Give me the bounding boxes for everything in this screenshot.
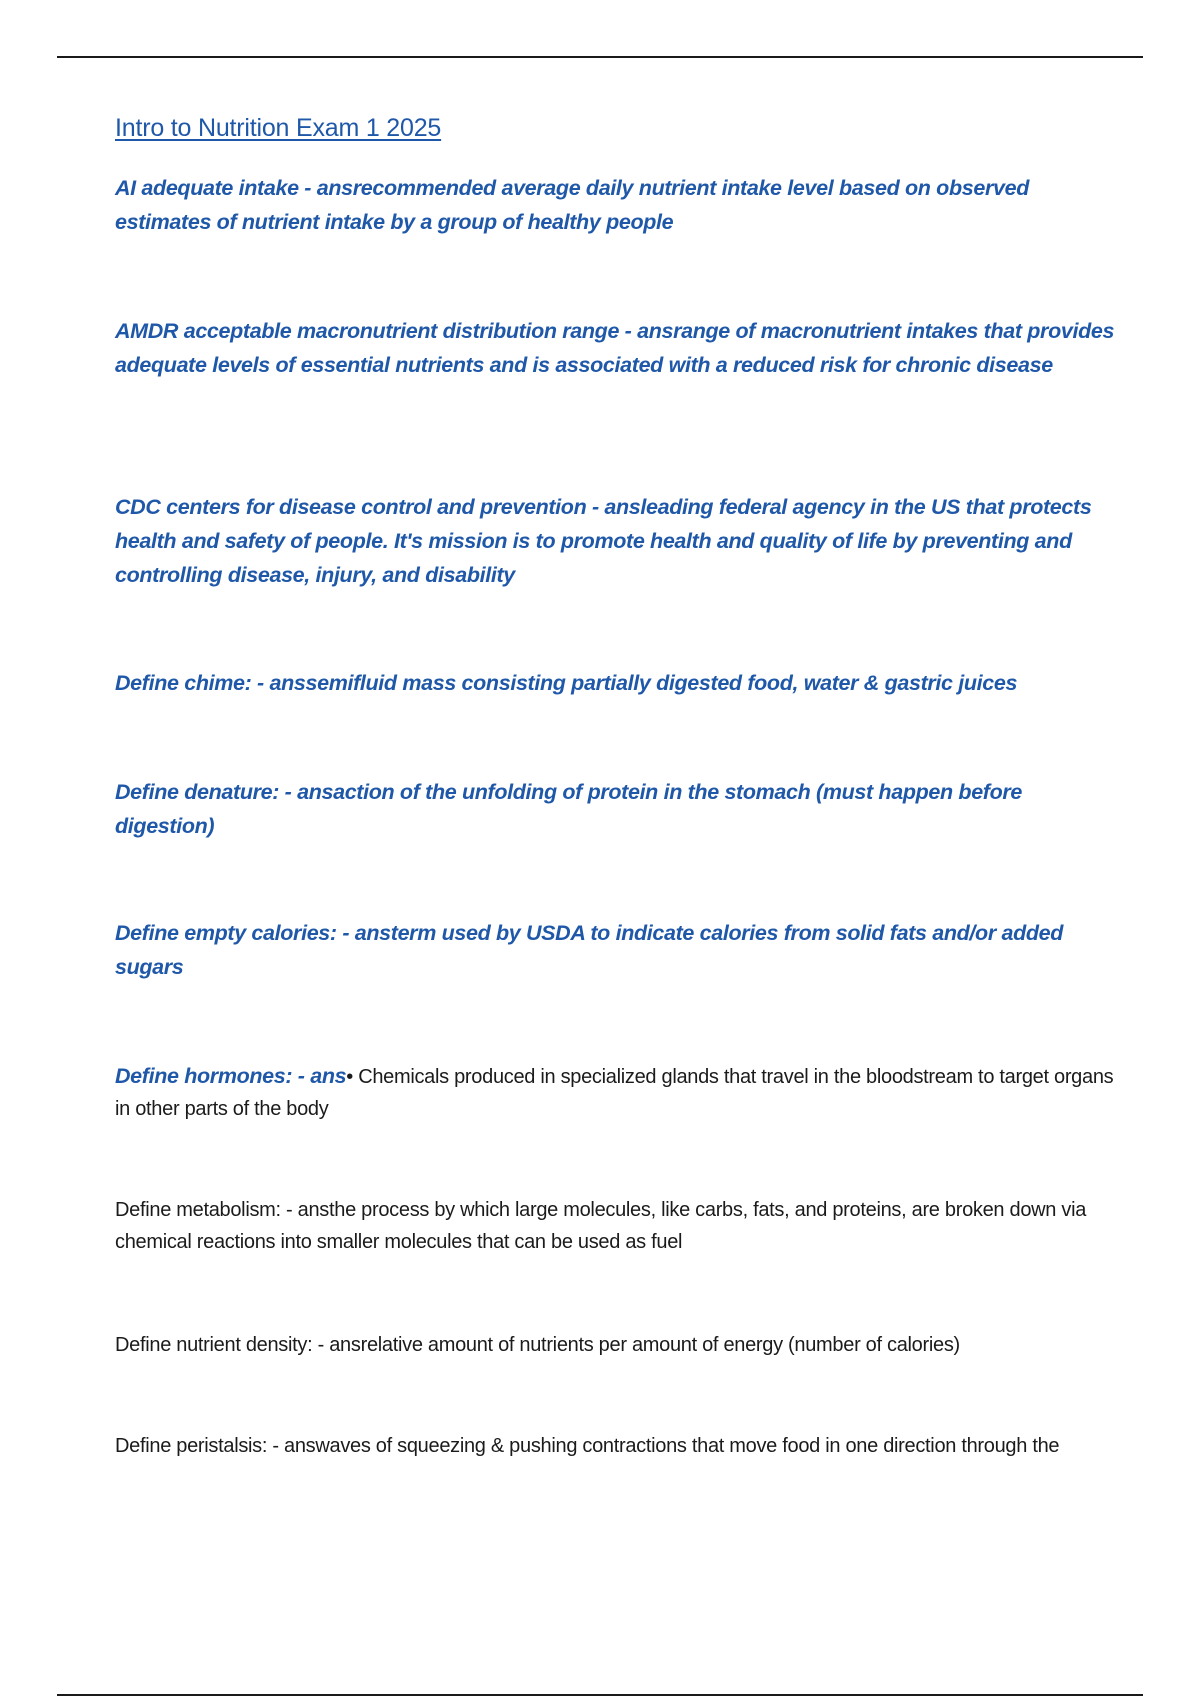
entry-define-chime: Define chime: - anssemifluid mass consisting partially digested food, water & gastric juices: [115, 671, 1018, 695]
entry-define-denature: Define denature: - ansaction of the unfolding of protein in the stomach (must happen before digestion): [115, 780, 1023, 838]
entry-define-hormones-term: Define hormones: - ans: [115, 1064, 347, 1088]
entry-define-nutrient-density: Define nutrient density: - ansrelative amount of nutrients per amount of energy (number of calories): [115, 1334, 960, 1356]
entry-define-empty-calories: Define empty calories: - ansterm used by USDA to indicate calories from solid fats and/or added sugars: [115, 921, 1064, 979]
top-rule: [57, 56, 1143, 58]
entry-define-hormones: [115, 1060, 1115, 1125]
bottom-rule: [57, 1694, 1143, 1696]
entry-ai-adequate-intake: AI adequate intake - ansrecommended average daily nutrient intake level based on observed estimates of nutrient intake by a group of healthy people: [115, 176, 1029, 234]
entry-cdc: CDC centers for disease control and prevention - ansleading federal agency in the US that protects health and safety of people. It's mission is to promote health and quality of life by preventing and controlling disease, injury, and disability: [115, 495, 1092, 587]
entry-define-metabolism: Define metabolism: - ansthe process by which large molecules, like carbs, fats, and proteins, are broken down via chemical reactions into smaller molecules that can be used as fuel: [115, 1199, 1087, 1253]
entry-amdr: AMDR acceptable macronutrient distribution range - ansrange of macronutrient intakes that provides adequate levels of essential nutrients and is associated with a reduced risk for chronic disease: [115, 319, 1115, 377]
document-title: Intro to Nutrition Exam 1 2025: [115, 114, 442, 142]
entry-define-hormones-definition: • Chemicals produced in specialized glands that travel in the bloodstream to target organs in other parts of the body: [115, 1066, 1114, 1120]
entry-define-peristalsis: Define peristalsis: - answaves of squeezing & pushing contractions that move food in one direction through the: [115, 1435, 1060, 1457]
